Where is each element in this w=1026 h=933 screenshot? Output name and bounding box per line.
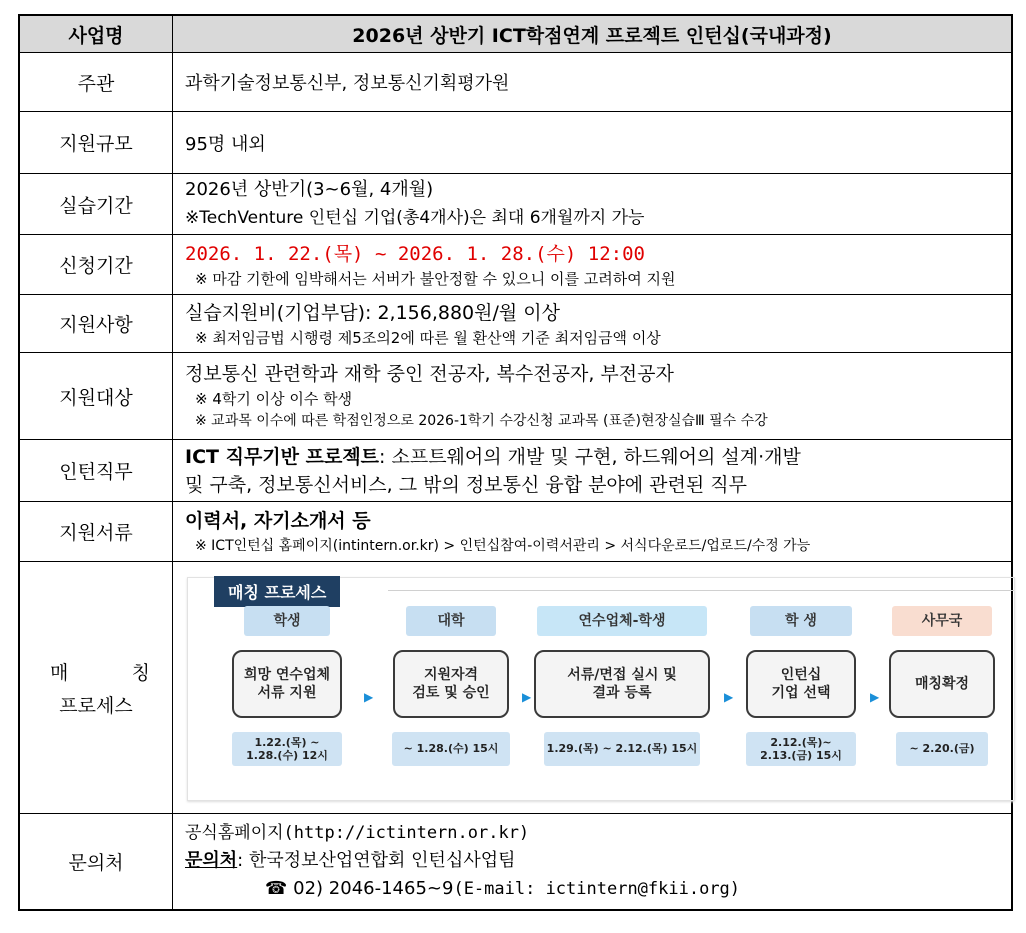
stage-box-line: 인턴십 bbox=[780, 666, 822, 683]
scale-label: 지원규모 bbox=[19, 112, 173, 174]
row-docs bbox=[19, 502, 1012, 562]
stage-date bbox=[544, 732, 700, 766]
process-label bbox=[19, 562, 173, 814]
docs-main: 이력서, 자기소개서 등 bbox=[185, 509, 371, 532]
stage-date bbox=[392, 732, 510, 766]
support-main: 실습지원비(기업부담): 2,156,880원/월 이상 bbox=[185, 301, 561, 324]
stage-box-line: 서류/면접 실시 및 bbox=[567, 666, 677, 683]
phone-icon: ☎ bbox=[265, 878, 288, 900]
row-period bbox=[19, 174, 1012, 235]
stage-date-line: 1.28.(수) 12시 bbox=[246, 748, 328, 762]
stage-date-line: 1.22.(목) ~ bbox=[254, 735, 320, 749]
program-title: 2026년 상반기 ICT학점연계 프로젝트 인턴십(국내과정) bbox=[173, 15, 1013, 53]
stage-box bbox=[393, 650, 509, 718]
stage-box-line: 검토 및 승인 bbox=[412, 684, 490, 701]
program-info-table bbox=[18, 14, 1013, 911]
stage-box-line: 서류 지원 bbox=[257, 684, 317, 701]
diagram-title: 매칭 프로세스 bbox=[214, 576, 340, 607]
period-note: ※TechVenture 인턴십 기업(총4개사)은 최대 6개월까지 가능 bbox=[185, 208, 645, 228]
stage-date-line: ~ 2.20.(금) bbox=[909, 742, 975, 755]
duty-desc-1: : 소프트웨어의 개발 및 구현, 하드웨어의 설계·개발 bbox=[379, 445, 801, 468]
matching-process-diagram bbox=[187, 577, 1015, 801]
process-cell bbox=[173, 562, 1013, 814]
stage-date-line: ~ 1.28.(수) 15시 bbox=[403, 742, 499, 755]
stage-role: 학생 bbox=[244, 606, 330, 636]
row-host bbox=[19, 53, 1012, 112]
target-note-2: ※ 교과목 이수에 따른 학점인정으로 2026-1학기 수강신청 교과목 (표준)현장실습Ⅲ 필수 수강 bbox=[195, 413, 768, 429]
row-apply bbox=[19, 235, 1012, 295]
contact-org: : 한국정보산업연합회 인턴십사업팀 bbox=[237, 850, 516, 872]
docs-label: 지원서류 bbox=[19, 502, 173, 562]
scale-value: 95명 내외 bbox=[173, 112, 1013, 174]
contact-email: (E-mail: ictintern@fkii.org) bbox=[453, 879, 741, 900]
stage-date-line: 2.13.(금) 15시 bbox=[760, 748, 842, 762]
stage-date bbox=[746, 732, 856, 766]
stage-box bbox=[889, 650, 995, 718]
process-label-char-1: 매 bbox=[50, 661, 69, 684]
duty-label: 인턴직무 bbox=[19, 440, 173, 502]
contact-label: 문의처 bbox=[19, 814, 173, 910]
stage-role: 사무국 bbox=[892, 606, 992, 636]
row-process bbox=[19, 562, 1012, 814]
period-main: 2026년 상반기(3~6월, 4개월) bbox=[185, 179, 434, 200]
stage-role: 연수업체-학생 bbox=[537, 606, 707, 636]
apply-label: 신청기간 bbox=[19, 235, 173, 295]
stage-role: 대학 bbox=[406, 606, 496, 636]
stage-role: 학 생 bbox=[750, 606, 852, 636]
stage-box-line: 기업 선택 bbox=[771, 684, 831, 701]
duty-title: ICT 직무기반 프로젝트 bbox=[185, 445, 380, 468]
stage-1 bbox=[232, 606, 342, 766]
host-value: 과학기술정보통신부, 정보통신기획평가원 bbox=[173, 53, 1013, 112]
title-rule bbox=[388, 590, 1014, 591]
stage-box-line: 결과 등록 bbox=[592, 684, 652, 701]
row-scale bbox=[19, 112, 1012, 174]
stage-date-line: 1.29.(목) ~ 2.12.(목) 15시 bbox=[546, 742, 698, 755]
stage-date-line: 2.12.(목)~ bbox=[770, 735, 832, 749]
homepage-text: 공식홈페이지(http://ictintern.or.kr) bbox=[185, 823, 530, 844]
target-note-1: ※ 4학기 이상 이수 학생 bbox=[195, 390, 353, 408]
target-main: 정보통신 관련학과 재학 중인 전공자, 복수전공자, 부전공자 bbox=[185, 363, 674, 385]
apply-note: ※ 마감 기한에 임박해서는 서버가 불안정할 수 있으니 이를 고려하여 지원 bbox=[195, 269, 676, 288]
stage-box-line: 매칭확정 bbox=[914, 675, 970, 692]
stage-3 bbox=[534, 606, 710, 766]
stage-box-line: 지원자격 bbox=[423, 666, 479, 683]
duty-desc-2: 및 구축, 정보통신서비스, 그 밖의 정보통신 융합 분야에 관련된 직무 bbox=[185, 473, 747, 496]
header-row bbox=[19, 15, 1012, 53]
row-contact bbox=[19, 814, 1012, 910]
support-note: ※ 최저임금법 시행령 제5조의2에 따른 월 환산액 기준 최저임금액 이상 bbox=[195, 328, 661, 347]
header-label: 사업명 bbox=[19, 15, 173, 53]
period-label: 실습기간 bbox=[19, 174, 173, 235]
stage-2 bbox=[392, 606, 510, 766]
arrow-right-icon: ▶ bbox=[870, 689, 880, 704]
stage-box bbox=[534, 650, 710, 718]
stage-5 bbox=[888, 606, 996, 766]
host-label: 주관 bbox=[19, 53, 173, 112]
arrow-right-icon: ▶ bbox=[364, 689, 374, 704]
stage-box-line: 희망 연수업체 bbox=[243, 666, 331, 683]
row-duty bbox=[19, 440, 1012, 502]
stage-4 bbox=[744, 606, 858, 766]
target-label: 지원대상 bbox=[19, 353, 173, 440]
stage-date bbox=[896, 732, 988, 766]
docs-note: ※ ICT인턴십 홈페이지(intintern.or.kr) > 인턴십참여-이력서관리 > 서식다운로드/업로드/수정 가능 bbox=[195, 537, 811, 554]
stage-date bbox=[232, 732, 342, 766]
row-target bbox=[19, 353, 1012, 440]
row-support bbox=[19, 295, 1012, 353]
process-label-char-2: 칭 bbox=[131, 661, 150, 684]
stage-box bbox=[746, 650, 856, 718]
phone-number: 02) 2046-1465~9 bbox=[293, 878, 454, 900]
support-label: 지원사항 bbox=[19, 295, 173, 353]
arrow-right-icon: ▶ bbox=[724, 689, 734, 704]
contact-heading: 문의처 bbox=[185, 850, 238, 872]
arrow-right-icon: ▶ bbox=[522, 689, 532, 704]
apply-dates: 2026. 1. 22.(목) ~ 2026. 1. 28.(수) 12:00 bbox=[185, 242, 645, 265]
process-label-bottom: 프로세스 bbox=[59, 694, 133, 717]
stage-box bbox=[232, 650, 342, 718]
